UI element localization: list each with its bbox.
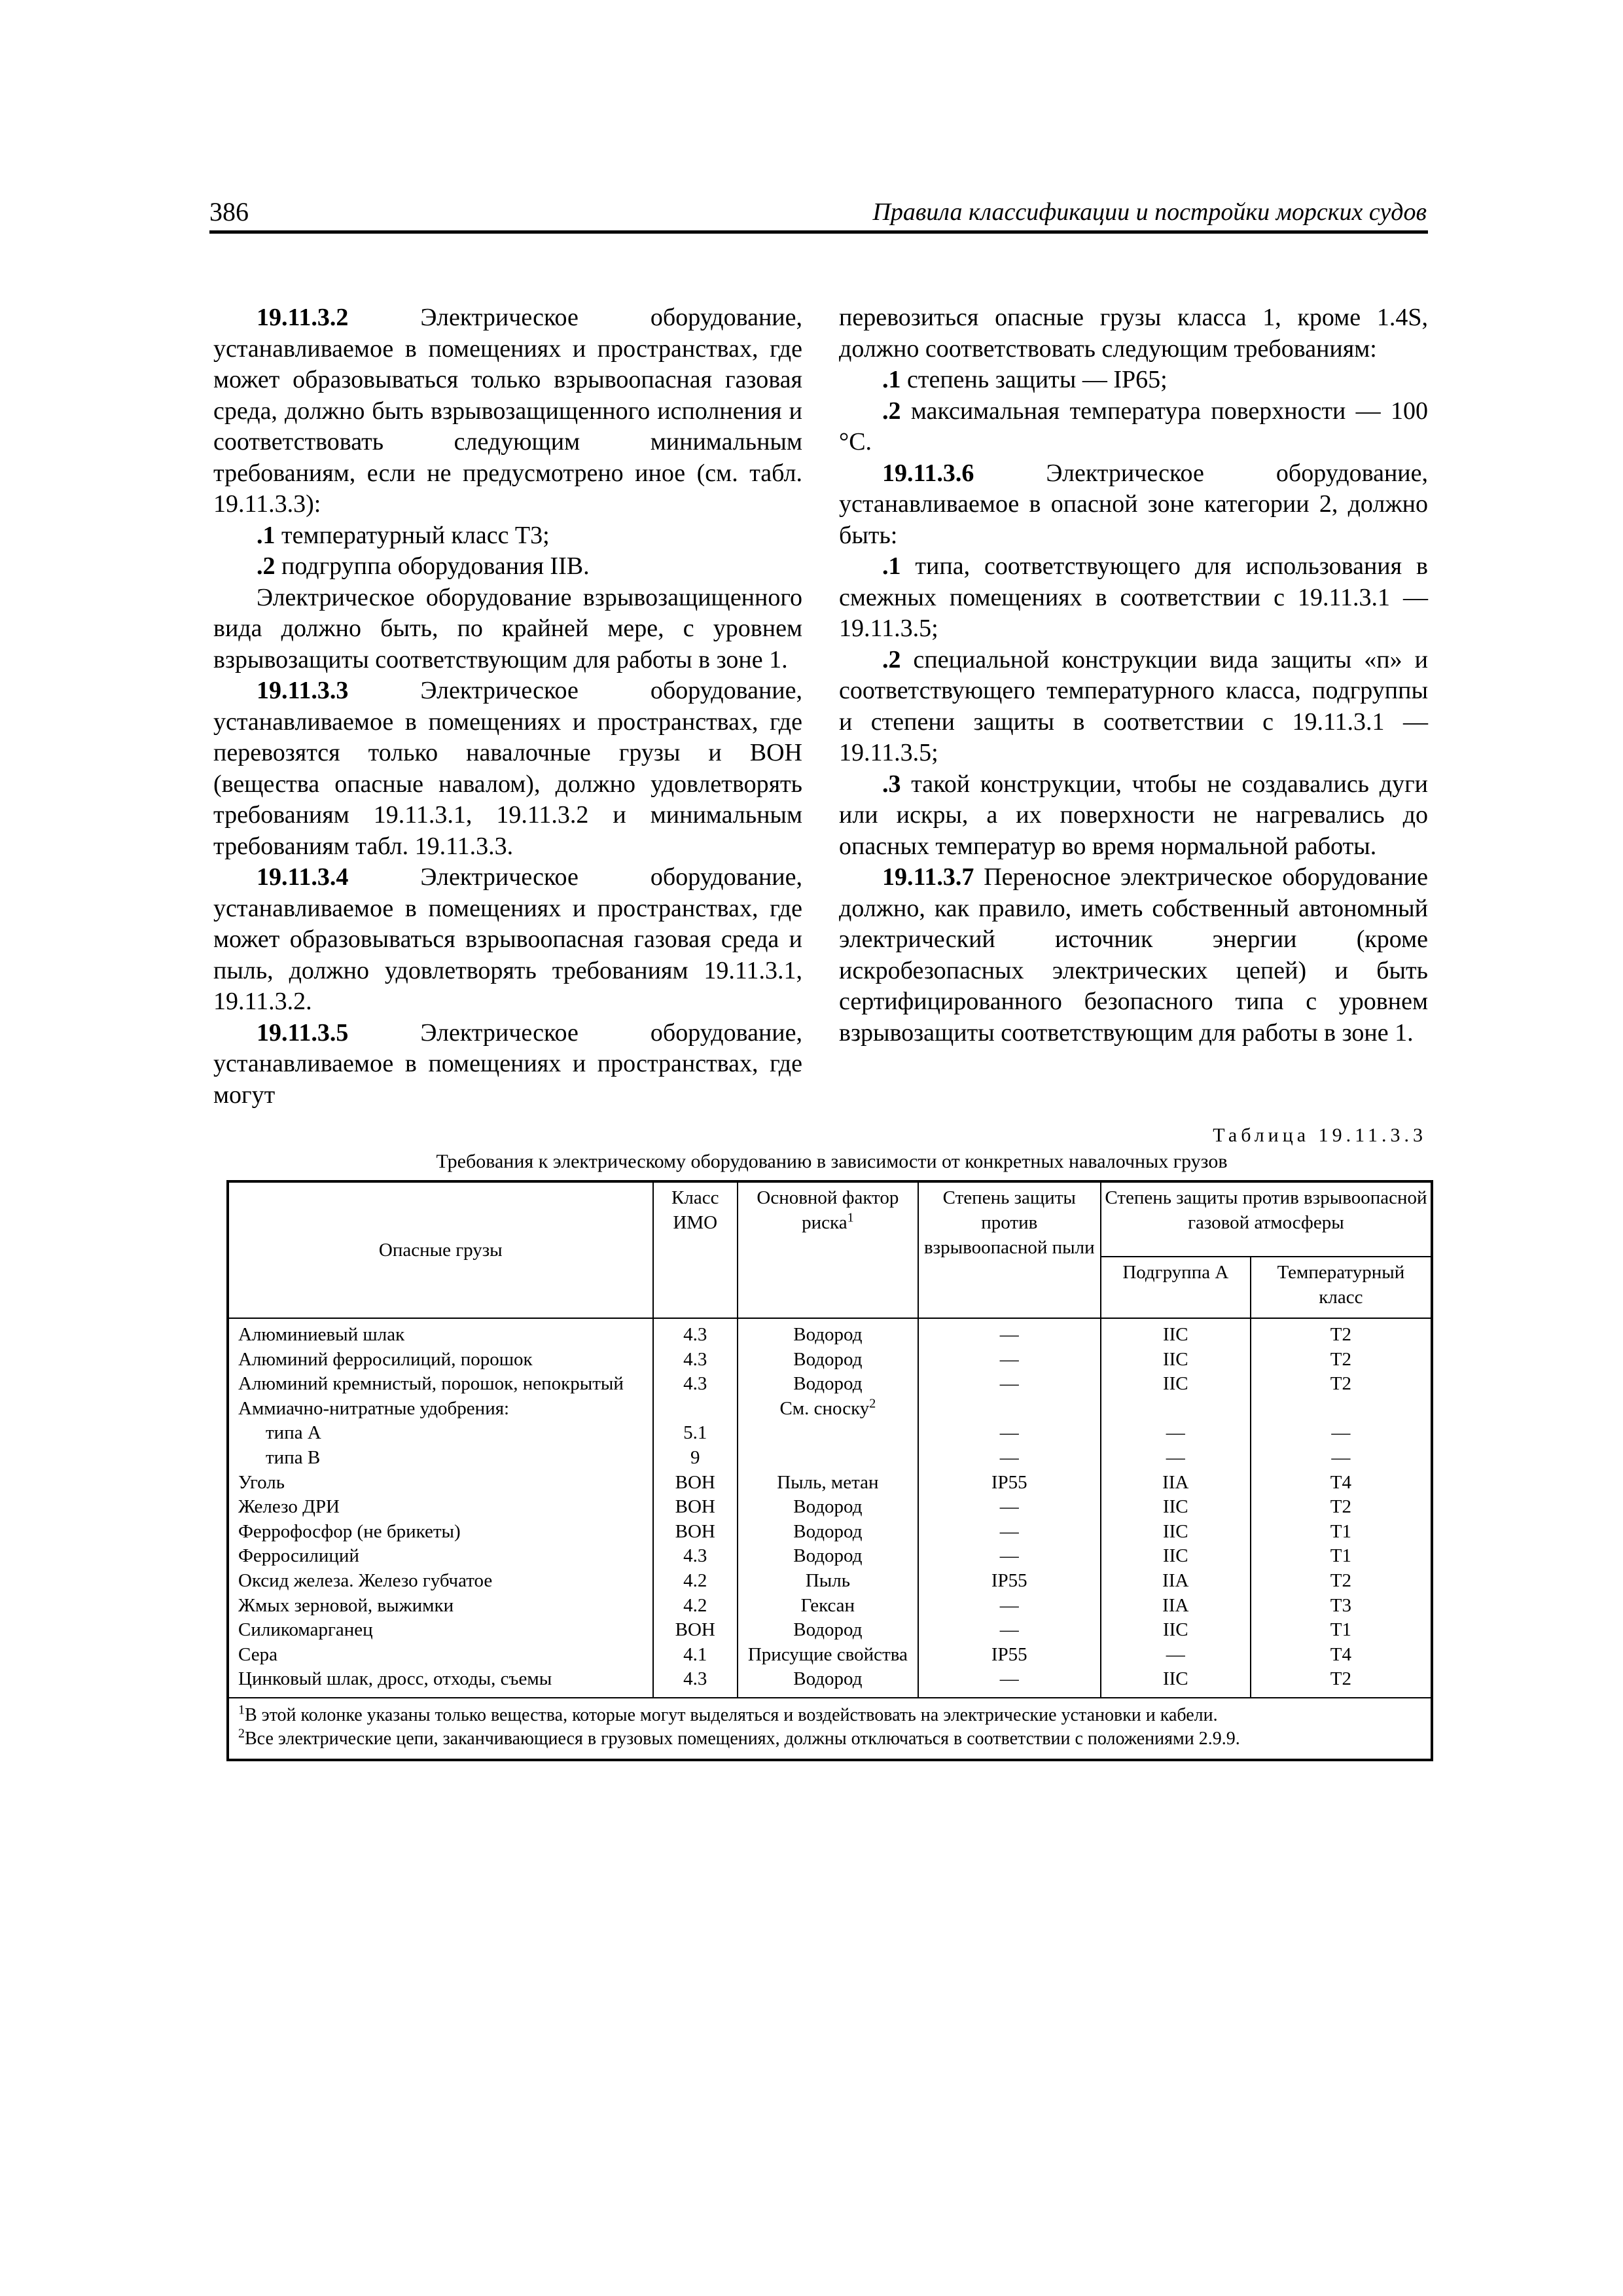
cell-cargo: Феррофосфор (не брикеты) — [228, 1520, 653, 1545]
cell-subgroup — [1101, 1397, 1251, 1422]
paragraph — [213, 302, 802, 520]
paragraph-text: Электрическое оборудование, устанавливаемое в опасной зоне категории 2, должно быть: — [839, 459, 1428, 549]
paragraph — [213, 1018, 802, 1111]
cell-dust: — — [918, 1421, 1101, 1446]
cell-cargo: Алюминий кремнистый, порошок, непокрытый — [228, 1372, 653, 1397]
header-risk-text: Основной фактор риска — [757, 1187, 899, 1233]
cell-risk — [738, 1397, 918, 1422]
header-gas: Степень защиты против взрывоопасной газовой атмосферы — [1101, 1181, 1432, 1257]
paragraph — [213, 520, 802, 552]
cell-temp-class: T2 — [1251, 1372, 1432, 1397]
cell-imo: 4.1 — [653, 1643, 738, 1668]
cell-imo — [653, 1397, 738, 1422]
table-row — [228, 1643, 1432, 1668]
cell-cargo: типа А — [228, 1421, 653, 1446]
cell-risk — [738, 1618, 918, 1643]
cell-risk — [738, 1544, 918, 1569]
clause-number: .3 — [882, 770, 901, 798]
cell-subgroup: IIA — [1101, 1471, 1251, 1496]
cell-subgroup: — — [1101, 1421, 1251, 1446]
cell-risk — [738, 1421, 918, 1446]
paragraph — [839, 862, 1428, 1049]
cell-temp-class: T2 — [1251, 1348, 1432, 1372]
cell-cargo: Алюминий ферросилиций, порошок — [228, 1348, 653, 1372]
page-number: 386 — [209, 197, 249, 226]
cell-imo: 4.2 — [653, 1594, 738, 1619]
paragraph — [839, 769, 1428, 863]
cell-subgroup: IIC — [1101, 1667, 1251, 1698]
paragraph-text: Электрическое оборудование, устанавливаемое в помещениях и пространствах, где может образовываться только взрывоопасная газовая среда, должно быть взрывозащищенного исполнения и соответствовать следующим минимальным требованиям, если не предусмотрено иное (см. табл. 19.11.3.3): — [213, 304, 802, 518]
cell-subgroup: IIA — [1101, 1594, 1251, 1619]
clause-number: .1 — [882, 552, 901, 580]
cell-risk-text: Водород — [793, 1324, 863, 1345]
cell-temp-class: T4 — [1251, 1643, 1432, 1668]
cell-imo: ВОН — [653, 1495, 738, 1520]
cell-dust: — — [918, 1594, 1101, 1619]
cell-imo: ВОН — [653, 1618, 738, 1643]
clause-number: .2 — [882, 645, 901, 673]
table-row — [228, 1318, 1432, 1348]
table-row — [228, 1348, 1432, 1372]
paragraph-text: специальной конструкции вида защиты «п» и соответствующего температурного класса, подгруппы и степени защиты в соответствии с 19.11.3.1 — 19.11.3.5; — [839, 645, 1428, 766]
cell-risk — [738, 1667, 918, 1698]
requirements-table — [226, 1180, 1433, 1761]
cell-dust: IP55 — [918, 1471, 1101, 1496]
cell-subgroup: IIC — [1101, 1372, 1251, 1397]
cell-dust: — — [918, 1667, 1101, 1698]
cell-risk-text: Водород — [793, 1668, 863, 1690]
cell-risk-text: Гексан — [800, 1594, 855, 1616]
cell-imo: 5.1 — [653, 1421, 738, 1446]
running-title: Правила классификации и постройки морских судов — [872, 198, 1427, 226]
clause-number: 19.11.3.6 — [882, 459, 974, 487]
table-row — [228, 1495, 1432, 1520]
table-row — [228, 1421, 1432, 1446]
cell-subgroup: IIC — [1101, 1618, 1251, 1643]
cell-temp-class: T4 — [1251, 1471, 1432, 1496]
cell-temp-class: — — [1251, 1421, 1432, 1446]
cell-risk — [738, 1569, 918, 1594]
table-row — [228, 1618, 1432, 1643]
footnote — [238, 1704, 1421, 1727]
paragraph-text: типа, соответствующего для использования в смежных помещениях в соответствии с 19.11.3.1 — 19.11.3.5; — [839, 552, 1428, 642]
right-column — [839, 302, 1428, 1049]
table-row — [228, 1569, 1432, 1594]
clause-number: .1 — [257, 521, 276, 549]
cell-imo: 4.3 — [653, 1667, 738, 1698]
cell-cargo: Алюминиевый шлак — [228, 1318, 653, 1348]
cell-imo: 4.3 — [653, 1348, 738, 1372]
cell-dust: — — [918, 1446, 1101, 1471]
cell-cargo: Жмых зерновой, выжимки — [228, 1594, 653, 1619]
header-dust: Степень защиты против взрывоопасной пыли — [918, 1181, 1101, 1318]
cell-temp-class: T1 — [1251, 1618, 1432, 1643]
cell-dust: — — [918, 1544, 1101, 1569]
cell-subgroup: IIC — [1101, 1520, 1251, 1545]
header-risk-sup: 1 — [847, 1210, 854, 1225]
cell-dust: — — [918, 1520, 1101, 1545]
table-title: Требования к электрическому оборудованию в зависимости от конкретных навалочных грузов — [436, 1151, 1228, 1172]
footnote-text: В этой колонке указаны только вещества, которые могут выделяться и воздействовать на электрические установки и кабели. — [245, 1704, 1218, 1725]
header-risk — [738, 1181, 918, 1318]
paragraph — [213, 551, 802, 583]
cell-imo: 4.3 — [653, 1318, 738, 1348]
cell-dust: — — [918, 1495, 1101, 1520]
clause-number: 19.11.3.3 — [257, 677, 349, 704]
header-cargo: Опасные грузы — [228, 1181, 653, 1318]
paragraph-text: такой конструкции, чтобы не создавались дуги или искры, а их поверхности не нагревались до опасных температур во время нормальной работы. — [839, 770, 1428, 860]
paragraph — [839, 302, 1428, 365]
cell-subgroup: — — [1101, 1446, 1251, 1471]
cell-subgroup: IIC — [1101, 1348, 1251, 1372]
cell-risk-text: Водород — [793, 1520, 863, 1542]
table-row — [228, 1520, 1432, 1545]
cell-cargo: Силикомарганец — [228, 1618, 653, 1643]
clause-number: 19.11.3.2 — [257, 304, 349, 331]
paragraph — [213, 583, 802, 676]
cell-temp-class: T1 — [1251, 1544, 1432, 1569]
table-row — [228, 1471, 1432, 1496]
paragraph — [213, 862, 802, 1018]
paragraph-text: температурный класс Т3; — [275, 521, 550, 549]
cell-cargo: Уголь — [228, 1471, 653, 1496]
table-label: Таблица 19.11.3.3 — [1213, 1124, 1427, 1146]
footnotes — [228, 1698, 1432, 1760]
table-row — [228, 1544, 1432, 1569]
cell-cargo: Ферросилиций — [228, 1544, 653, 1569]
cell-imo: ВОН — [653, 1520, 738, 1545]
cell-risk — [738, 1520, 918, 1545]
paragraph-text: максимальная температура поверхности — 100 °С. — [839, 397, 1428, 456]
cell-cargo: Аммиачно-нитратные удобрения: — [228, 1397, 653, 1422]
clause-number: .1 — [882, 366, 901, 393]
cell-risk — [738, 1594, 918, 1619]
clause-number: 19.11.3.4 — [257, 863, 349, 891]
cell-cargo: Цинковый шлак, дросс, отходы, съемы — [228, 1667, 653, 1698]
clause-number: 19.11.3.7 — [882, 863, 974, 891]
cell-risk — [738, 1643, 918, 1668]
cell-risk-text: Водород — [793, 1348, 863, 1370]
cell-imo: 9 — [653, 1446, 738, 1471]
cell-risk-text: Водород — [793, 1545, 863, 1567]
left-column — [213, 302, 802, 1111]
cell-subgroup: IIC — [1101, 1544, 1251, 1569]
table-row — [228, 1594, 1432, 1619]
cell-subgroup: — — [1101, 1643, 1251, 1668]
paragraph-text: степень защиты — IP65; — [901, 366, 1168, 393]
cell-subgroup: IIC — [1101, 1318, 1251, 1348]
header-rule — [209, 230, 1428, 234]
cell-risk-text: Водород — [793, 1373, 863, 1395]
paragraph-text: подгруппа оборудования IIВ. — [275, 552, 590, 580]
table-row — [228, 1667, 1432, 1698]
cell-temp-class: T2 — [1251, 1667, 1432, 1698]
cell-risk — [738, 1495, 918, 1520]
cell-dust: — — [918, 1372, 1101, 1397]
cell-dust: — — [918, 1348, 1101, 1372]
cell-risk-text: Пыль — [805, 1570, 850, 1591]
paragraph — [839, 365, 1428, 396]
cell-risk — [738, 1318, 918, 1348]
footnote — [238, 1727, 1421, 1751]
header-subgroup: Подгруппа А — [1101, 1257, 1251, 1318]
cell-risk-text: Присущие свойства — [747, 1643, 908, 1665]
table-row — [228, 1372, 1432, 1397]
paragraph — [839, 645, 1428, 769]
footnote-mark: 1 — [238, 1702, 245, 1717]
cell-temp-class: T1 — [1251, 1520, 1432, 1545]
paragraph-text: перевозиться опасные грузы класса 1, кроме 1.4S, должно соответствовать следующим требованиям: — [839, 304, 1428, 363]
cell-cargo: Оксид железа. Железо губчатое — [228, 1569, 653, 1594]
footnote-ref: 2 — [869, 1396, 876, 1411]
paragraph-text: Электрическое оборудование, устанавливаемое в помещениях и пространствах, где перевозятся только навалочные грузы и ВОН (вещества опасные навалом), должно удовлетворять требованиям 19.11.3.1, 19.11.3.2 и минимальным требованиям табл. 19.11.3.3. — [213, 677, 802, 860]
paragraph — [839, 551, 1428, 645]
cell-temp-class: — — [1251, 1446, 1432, 1471]
cell-temp-class: T2 — [1251, 1318, 1432, 1348]
footnote-mark: 2 — [238, 1726, 245, 1741]
cell-temp-class: T3 — [1251, 1594, 1432, 1619]
cell-imo: 4.2 — [653, 1569, 738, 1594]
cell-risk-text: Водород — [793, 1496, 863, 1518]
footnotes-row — [228, 1698, 1432, 1760]
cell-temp-class — [1251, 1397, 1432, 1422]
cell-risk — [738, 1348, 918, 1372]
paragraph-text: Переносное электрическое оборудование должно, как правило, иметь собственный автономный электрический источник энергии (кроме искробезопасных электрических цепей) и быть сертифицированного безопасного типа с уровнем взрывозащиты соответствующим для работы в зоне 1. — [839, 863, 1428, 1047]
cell-dust — [918, 1397, 1101, 1422]
paragraph-text: Электрическое оборудование, устанавливаемое в помещениях и пространствах, где может образовываться взрывоопасная газовая среда и пыль, должно удовлетворять требованиям 19.11.3.1, 19.11.3.2. — [213, 863, 802, 1015]
paragraph — [839, 396, 1428, 458]
table-row — [228, 1446, 1432, 1471]
header-temp-class: Температурный класс — [1251, 1257, 1432, 1318]
cell-risk-text: Пыль, метан — [777, 1471, 879, 1493]
paragraph — [213, 675, 802, 862]
footnote-text: Все электрические цепи, заканчивающиеся в грузовых помещениях, должны отключаться в соответствии с положениями 2.9.9. — [245, 1728, 1240, 1749]
cell-dust: IP55 — [918, 1643, 1101, 1668]
cell-subgroup: IIA — [1101, 1569, 1251, 1594]
cell-cargo: Сера — [228, 1643, 653, 1668]
cell-dust: — — [918, 1318, 1101, 1348]
paragraph-text: Электрическое оборудование, устанавливаемое в помещениях и пространствах, где могут — [213, 1018, 802, 1109]
table-row — [228, 1397, 1432, 1422]
paragraph — [839, 458, 1428, 552]
cell-risk — [738, 1446, 918, 1471]
cell-dust: IP55 — [918, 1569, 1101, 1594]
header-imo-class: Класс ИМО — [653, 1181, 738, 1318]
paragraph-text: Электрическое оборудование взрывозащищенного вида должно быть, по крайней мере, с уровнем взрывозащиты соответствующим для работы в зоне 1. — [213, 583, 802, 673]
cell-subgroup: IIC — [1101, 1495, 1251, 1520]
cell-cargo: типа В — [228, 1446, 653, 1471]
cell-temp-class: T2 — [1251, 1569, 1432, 1594]
cell-dust: — — [918, 1618, 1101, 1643]
cell-imo: 4.3 — [653, 1372, 738, 1397]
clause-number: .2 — [882, 397, 901, 425]
cell-imo: ВОН — [653, 1471, 738, 1496]
cell-risk-text: Водород — [793, 1619, 863, 1641]
clause-number: .2 — [257, 552, 276, 580]
cell-risk — [738, 1471, 918, 1496]
cell-imo: 4.3 — [653, 1544, 738, 1569]
cell-temp-class: T2 — [1251, 1495, 1432, 1520]
cell-risk — [738, 1372, 918, 1397]
cell-cargo: Железо ДРИ — [228, 1495, 653, 1520]
clause-number: 19.11.3.5 — [257, 1018, 349, 1047]
cell-risk-text: См. сноску — [779, 1397, 870, 1419]
